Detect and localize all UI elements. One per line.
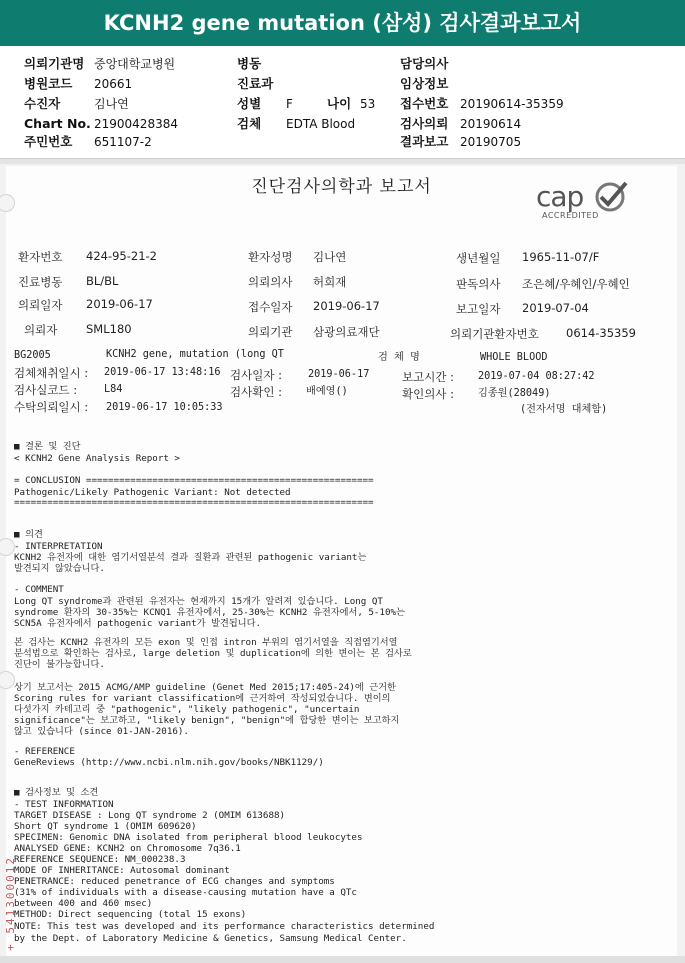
report-time-value: 2019-07-04 08:27:42: [478, 371, 595, 382]
test-confirm-label: 검사확인 :: [230, 385, 282, 399]
hosp-code-label: 병원코드: [24, 76, 73, 91]
recipient-value: 김나연: [94, 97, 129, 111]
report-subtitle: < KCNH2 Gene Analysis Report >: [14, 453, 180, 464]
patient-no-label: 환자번호: [18, 250, 63, 264]
reference-heading: - REFERENCE: [14, 746, 75, 757]
comment-text: Scoring rules for variant classification에 근거하여 작성되었습니다. 변이의: [14, 693, 391, 704]
hosp-code-value: 20661: [94, 77, 133, 91]
test-info-line: MODE OF INHERITANCE: Autosomal dominant: [14, 865, 230, 876]
checkmark-icon: [592, 180, 628, 214]
reference-text: GeneReviews (http://www.ncbi.nlm.nih.gov/books/NBK1129/): [14, 757, 324, 768]
req-org-value: 중앙대학교병원: [94, 57, 176, 71]
test-info-line: TARGET DISEASE : Long QT syndrome 2 (OMIM 613688): [14, 810, 286, 821]
cap-logo-word: cap: [536, 180, 584, 213]
age-value: 53: [360, 97, 376, 111]
lab-code-label: 검사실코드 :: [14, 383, 78, 397]
rrn-value: 651107-2: [94, 135, 152, 149]
chart-no-value: 21900428384: [94, 117, 178, 131]
req-org-value: 삼광의료재단: [313, 325, 380, 339]
test-info-line: PENETRANCE: reduced penetrance of ECG changes and symptoms: [14, 876, 335, 887]
org-patient-no-label: 의뢰기관환자번호: [450, 327, 539, 341]
req-doctor-label: 의뢰의사: [248, 275, 293, 289]
report-title: KCNH2 gene mutation (삼성) 검사결과보고서: [0, 0, 685, 46]
comment-text: significance"는 보고하고, "likely benign", "benign"에 합당한 변이는 보고하지: [14, 715, 400, 726]
dob-value: 1965-11-07/F: [522, 250, 600, 264]
consign-time-value: 2019-06-17 10:05:33: [106, 402, 223, 413]
report-date-value: 2019-07-04: [522, 301, 589, 315]
consign-time-label: 수탁의뢰일시 :: [14, 400, 89, 414]
test-info-heading: - TEST INFORMATION: [14, 799, 114, 810]
patient-name-label: 환자성명: [248, 250, 293, 264]
patient-name-value: 김나연: [313, 250, 347, 264]
org-patient-no-value: 0614-35359: [566, 326, 636, 340]
ward-label: 병동: [237, 56, 262, 71]
specimen-label: 검 체 명: [378, 352, 420, 363]
interpretation-text: 발견되지 않았습니다.: [14, 563, 105, 574]
section-conclusion-heading: ■ 결론 및 진단: [14, 441, 81, 452]
doctor-label: 담당의사: [400, 56, 449, 71]
req-date-value: 20190614: [460, 117, 522, 131]
comment-text: syndrome 환자의 30-35%는 KCNQ1 유전자에서, 25-30%는 KCNH2 유전자에서, 5-10%는: [14, 607, 405, 618]
lab-code-value: L84: [104, 384, 123, 395]
test-info-line: between 400 and 460 msec): [14, 898, 153, 909]
report-time-label: 보고시간 :: [402, 370, 454, 384]
test-info-line: METHOD: Direct sequencing (total 15 exons): [14, 909, 247, 920]
panel-divider: [0, 158, 685, 164]
comment-text: 상기 보고서는 2015 ACMG/AMP guideline (Genet Med 2015;17:405-24)에 근거한: [14, 682, 396, 693]
req-org-label: 의뢰기관명: [24, 56, 85, 71]
test-info-line: REFERENCE SEQUENCE: NM_000238.3: [14, 854, 186, 865]
scanned-report-page: [6, 166, 677, 956]
req-date-value: 2019-06-17: [86, 297, 153, 311]
collect-time-value: 2019-06-17 13:48:16: [104, 367, 221, 378]
section-opinion-heading: ■ 의견: [14, 529, 43, 540]
punch-hole: [0, 671, 15, 689]
patient-no-value: 424-95-21-2: [86, 249, 157, 263]
rrn-label: 주민번호: [24, 134, 73, 149]
section-test-info-heading: ■ 검사정보 및 소견: [14, 787, 99, 798]
test-info-line: ANALYSED GENE: KCNH2 on Chromosome 7q36.1: [14, 843, 241, 854]
document-serial-number: + 541300012: [4, 856, 17, 951]
test-info-line: SPECIMEN: Genomic DNA isolated from peripheral blood leukocytes: [14, 832, 363, 843]
test-info-line: by the Dept. of Laboratory Medicine & Genetics, Samsung Medical Center.: [14, 933, 407, 944]
test-date-value: 2019-06-17: [308, 369, 370, 380]
specimen-value: EDTA Blood: [286, 117, 356, 131]
comment-text: Long QT syndrome과 관련된 유전자는 현재까지 15개가 알려져 있습니다. Long QT: [14, 596, 383, 607]
comment-text: 본 검사는 KCNH2 유전자의 모든 exon 및 인접 intron 부위의 염기서열을 직접염기서열: [14, 637, 398, 648]
report-date-value: 20190705: [460, 135, 522, 149]
confirm-doc-label: 확인의사 :: [402, 387, 454, 401]
bottom-edge: [0, 956, 685, 963]
cap-logo-subtitle: ACCREDITED: [542, 211, 599, 220]
comment-text: 분석법으로 확인하는 검사로, large deletion 및 duplication에 의한 변이는 본 검사로: [14, 648, 412, 659]
recipient-label: 수진자: [24, 96, 61, 111]
comment-text: 않고 있습니다 (since 01-JAN-2016).: [14, 726, 189, 737]
req-date-label: 의뢰일자: [18, 298, 63, 312]
confirm-doc-value: 김종원(28049): [478, 388, 551, 399]
test-info-line: Short QT syndrome 1 (OMIM 609620): [14, 821, 197, 832]
accession-value: 20190614-35359: [460, 97, 564, 111]
req-date-label: 검사의뢰: [400, 116, 449, 131]
requester-label: 의뢰자: [24, 323, 58, 337]
conclusion-rule-end: =================================================================: [14, 497, 374, 508]
paper-title: 진단검사의학과 보고서: [251, 177, 432, 197]
reader-value: 조은혜/우혜인/우혜인: [522, 277, 630, 291]
order-info-panel: [0, 46, 685, 158]
test-confirm-value: 배예영(): [306, 386, 348, 397]
recv-date-label: 접수일자: [248, 300, 293, 314]
specimen-label: 검체: [237, 116, 262, 131]
punch-hole: [0, 538, 15, 556]
sex-label: 성별: [237, 96, 262, 111]
interpretation-text: KCNH2 유전자에 대한 염기서열분석 결과 질환과 관련된 pathogenic variant는: [14, 552, 367, 563]
recv-date-value: 2019-06-17: [313, 299, 380, 313]
comment-text: 다섯가지 카테고리 중 "pathogenic", "likely pathogenic", "uncertain: [14, 704, 360, 715]
cap-accredited-logo: [536, 180, 636, 224]
test-info-line: (31% of individuals with a disease-causing mutation have a QTc: [14, 887, 357, 898]
reader-label: 판독의사: [456, 277, 501, 291]
comment-heading: - COMMENT: [14, 584, 64, 595]
specimen-value: WHOLE BLOOD: [480, 352, 548, 363]
dob-label: 생년월일: [456, 251, 501, 265]
comment-text: SCN5A 유전자에서 pathogenic variant가 발견됩니다.: [14, 618, 261, 629]
sex-value: F: [286, 97, 293, 111]
requester-value: SML180: [86, 322, 132, 336]
accession-label: 접수번호: [400, 96, 449, 111]
ward-label: 진료병동: [18, 275, 63, 289]
report-date-label: 보고일자: [456, 302, 501, 316]
test-date-label: 검사일자 :: [230, 368, 282, 382]
clinical-label: 임상정보: [400, 76, 449, 91]
ward-value: BL/BL: [86, 274, 119, 288]
conclusion-rule: = CONCLUSION ====================================================: [14, 475, 374, 486]
req-org-label: 의뢰기관: [248, 325, 293, 339]
test-code: BG2005: [14, 350, 51, 361]
collect-time-label: 검체채취일시 :: [14, 366, 89, 380]
test-info-line: NOTE: This test was developed and its performance characteristics determined: [14, 921, 435, 932]
e-signature-note: (전자서명 대체함): [520, 404, 608, 415]
comment-text: 진단이 불가능합니다.: [14, 659, 105, 670]
dept-label: 진료과: [237, 76, 274, 91]
chart-no-label: Chart No.: [24, 116, 91, 131]
interpretation-heading: - INTERPRETATION: [14, 541, 103, 552]
report-date-label: 결과보고: [400, 134, 449, 149]
conclusion-result: Pathogenic/Likely Pathogenic Variant: Not detected: [14, 487, 291, 498]
test-name: KCNH2 gene, mutation (long QT: [106, 349, 284, 360]
age-label: 나이: [327, 96, 352, 111]
req-doctor-value: 허희재: [313, 275, 347, 289]
